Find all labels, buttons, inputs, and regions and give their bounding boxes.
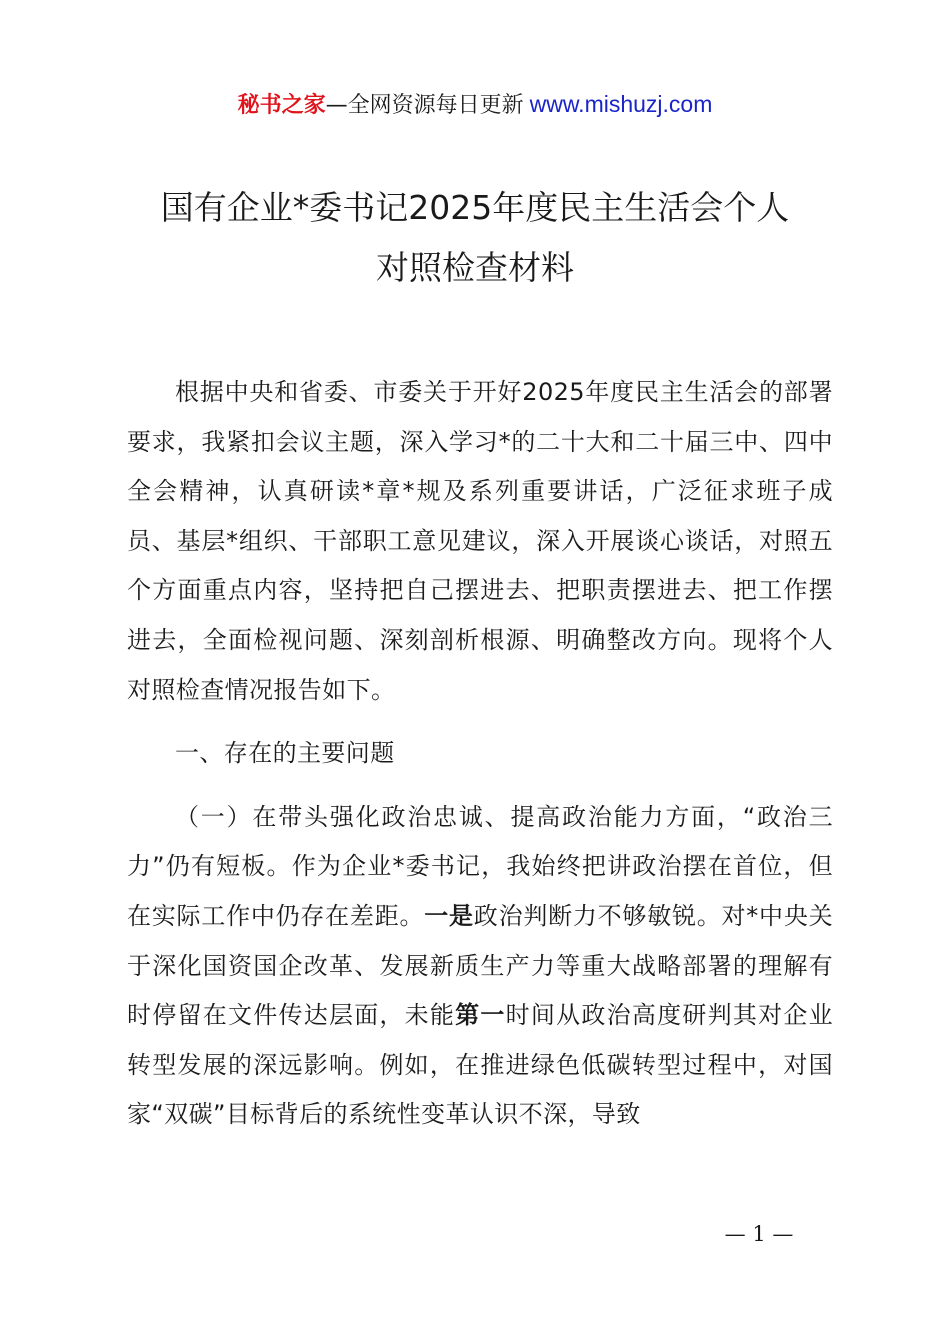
bold-keyword-yishi: 一是 [424, 901, 474, 930]
bold-keyword-diyi: 第一 [455, 1001, 506, 1030]
section-heading: 一、存在的主要问题 [175, 739, 395, 768]
title-line-1: 国有企业*委书记2025年度民主生活会个人 [160, 188, 790, 227]
paragraph-text-e: 时间从政治高度研判其对企业转型发展的深远影响。例如，在推进绿色低碳转型过程中，对国家“双碳”目标背后的系统性变革认识不深，导致 [127, 1001, 833, 1129]
banner-url-link[interactable]: www.mishuzj.com [529, 91, 713, 117]
intro-paragraph: 根据中央和省委、市委关于开好2025年度民主生活会的部署要求，我紧扣会议主题，深入学习*的二十大和二十届三中、四中全会精神，认真研读*章*规及系列重要讲话，广泛征求班子成员、基层*组织、干部职工意见建议，深入开展谈心谈话，对照五个方面重点内容，坚持把自己摆进去、把职责摆进去、把工作摆进去，全面检视问题、深刻剖析根源、明确整改方向。现将个人对照检查情况报告如下。 [127, 378, 833, 704]
document-title [60, 178, 890, 298]
paragraph-text-a: （一）在带头强化政治忠诚、提高政治能力方面，“政治三力”仍有短板。作为企业*委书记，我始终把讲政治摆在首位，但在实际工作中仍存在差距。 [127, 802, 833, 930]
banner-tagline: —全网资源每日更新 [325, 93, 524, 118]
paragraph-text-c: 政治判断力不够敏锐。对*中央关于深化国资国企改革、发展新质生产力等重大战略部署的理解有时停留在文件传达层面，未能 [127, 901, 833, 1030]
document-body [127, 368, 833, 1140]
brand-name: 秘书之家 [237, 93, 326, 118]
page-number: — 1 — [724, 1222, 794, 1246]
title-line-2: 对照检查材料 [376, 248, 574, 287]
section-paragraph [127, 793, 833, 1140]
header-banner [0, 88, 950, 122]
